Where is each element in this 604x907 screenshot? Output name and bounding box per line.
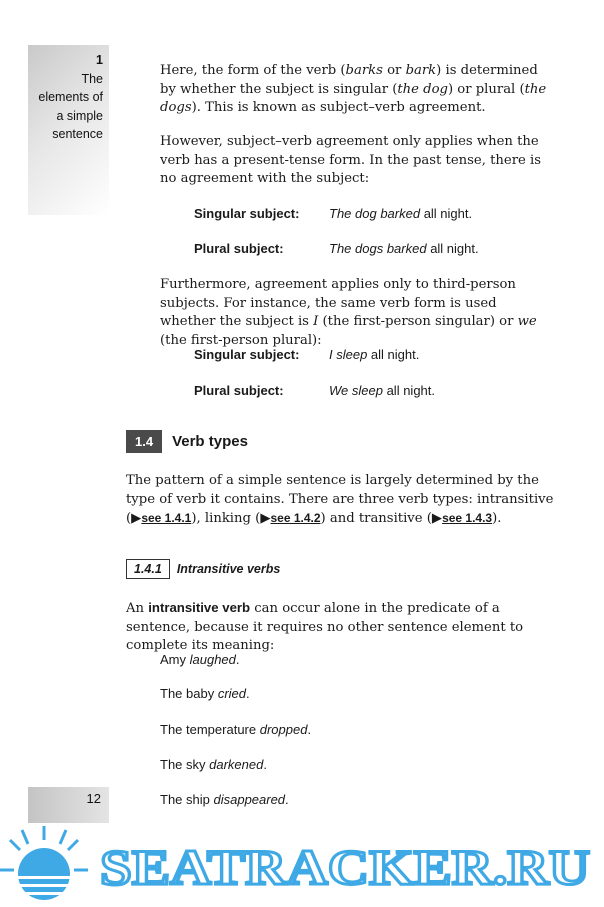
example-italic: We sleep [329,383,383,398]
arrow-right-icon: ▶ [131,511,142,527]
text-italic: we [517,314,537,330]
watermark-text: SEATRACKER.RU [100,839,590,895]
paragraph-intransitive [126,599,556,656]
example-label: Plural subject: [194,241,284,256]
example-italic: disappeared [213,792,286,807]
text: ) and transitive ( [320,511,432,527]
chapter-tab-text [38,51,103,144]
example-end: . [263,757,267,772]
example-plain: The sky [160,757,210,772]
example-italic: dropped [259,722,308,737]
example-italic: I sleep [329,347,368,362]
example-italic: The dog barked [329,206,421,221]
text: The pattern of a simple sentence is largely determined by the type of verb it contains. There are three verb types: intransitive ( [126,473,554,527]
text: or [382,63,406,78]
example-sentence [160,722,311,737]
example-sentence [160,686,250,701]
page-number: 12 [86,791,101,806]
chapter-title-line: a simple [56,108,103,123]
example-label: Singular subject: [194,347,300,362]
text: ). [492,511,502,527]
example-italic: darkened [209,757,264,772]
example-label: Singular subject: [194,206,300,221]
arrow-right-icon: ▶ [431,511,443,527]
example-plain: The ship [160,792,214,807]
example-label: Plural subject: [194,383,284,398]
example-italic: The dogs barked [329,241,427,256]
example-sentence [329,206,472,221]
example-rest: all night. [420,206,473,221]
text: ) is determined by whether the subject is singular ( [160,63,538,97]
section-title: Verb types [172,433,248,450]
example-rest: all night. [367,347,420,362]
paragraph-verb-types [126,472,556,529]
example-end: . [246,686,250,701]
text: An [126,601,149,616]
example-rest: all night. [382,383,436,398]
example-sentence [329,383,435,398]
section-heading-1-4-1 [126,558,280,579]
text: (the first-person plural): [160,332,322,348]
section-number: 1.4 [126,430,162,453]
text: Furthermore, agreement applies only to third-person subjects. For instance, the same verb form is used whether the subject is [160,277,516,330]
example-plain: The temperature [160,722,260,737]
text-italic: the dog [397,81,448,97]
example-italic: laughed [189,652,236,667]
text-italic: barks [345,63,383,78]
example-sentence [329,241,479,256]
text: Here, the form of the verb ( [160,63,346,78]
text: ). This is known as subject–verb agreement. [191,100,486,116]
text-italic: I [313,314,319,330]
arrow-right-icon: ▶ [260,511,271,527]
example-plain: The baby [160,686,218,701]
paragraph-third-person [160,276,553,350]
example-sentence [160,757,267,772]
example-sentence [160,792,289,807]
example-end: . [235,652,240,667]
text: can occur alone in the predicate of a sentence, because it requires no other sentence element to complete its meaning: [126,601,524,654]
subsection-title: Intransitive verbs [176,562,281,576]
example-plain: Amy [160,652,190,667]
chapter-number: 1 [96,53,103,67]
example-sentence [329,347,419,362]
example-end: . [307,722,312,737]
chapter-tab [28,45,109,215]
text: ) or plural ( [447,81,525,97]
example-italic: cried [217,686,247,701]
section-heading-1-4 [126,430,248,456]
example-sentence [160,652,240,667]
sun-logo-icon [0,826,88,900]
cross-reference-link[interactable]: see 1.4.1 [141,511,192,526]
chapter-title-line: The [81,71,103,86]
chapter-title-line: sentence [52,127,103,141]
chapter-title-line: elements of [38,90,103,104]
cross-reference-link[interactable]: see 1.4.3 [442,511,493,526]
watermark [0,818,604,907]
example-end: . [285,792,289,807]
text: ), linking ( [191,511,261,527]
paragraph-agreement [160,62,553,118]
example-rest: all night. [426,241,479,256]
cross-reference-link[interactable]: see 1.4.2 [270,511,321,526]
term-bold: intransitive verb [148,600,251,615]
text: (the first-person singular) or [318,314,518,330]
paragraph-past-tense: However, subject–verb agreement only applies when the verb has a present-tense form. In the past tense, there is no agreement with the subject: [160,134,541,187]
text-italic: bark [405,63,437,78]
text-italic: the dogs [160,81,547,116]
subsection-number: 1.4.1 [126,559,170,579]
